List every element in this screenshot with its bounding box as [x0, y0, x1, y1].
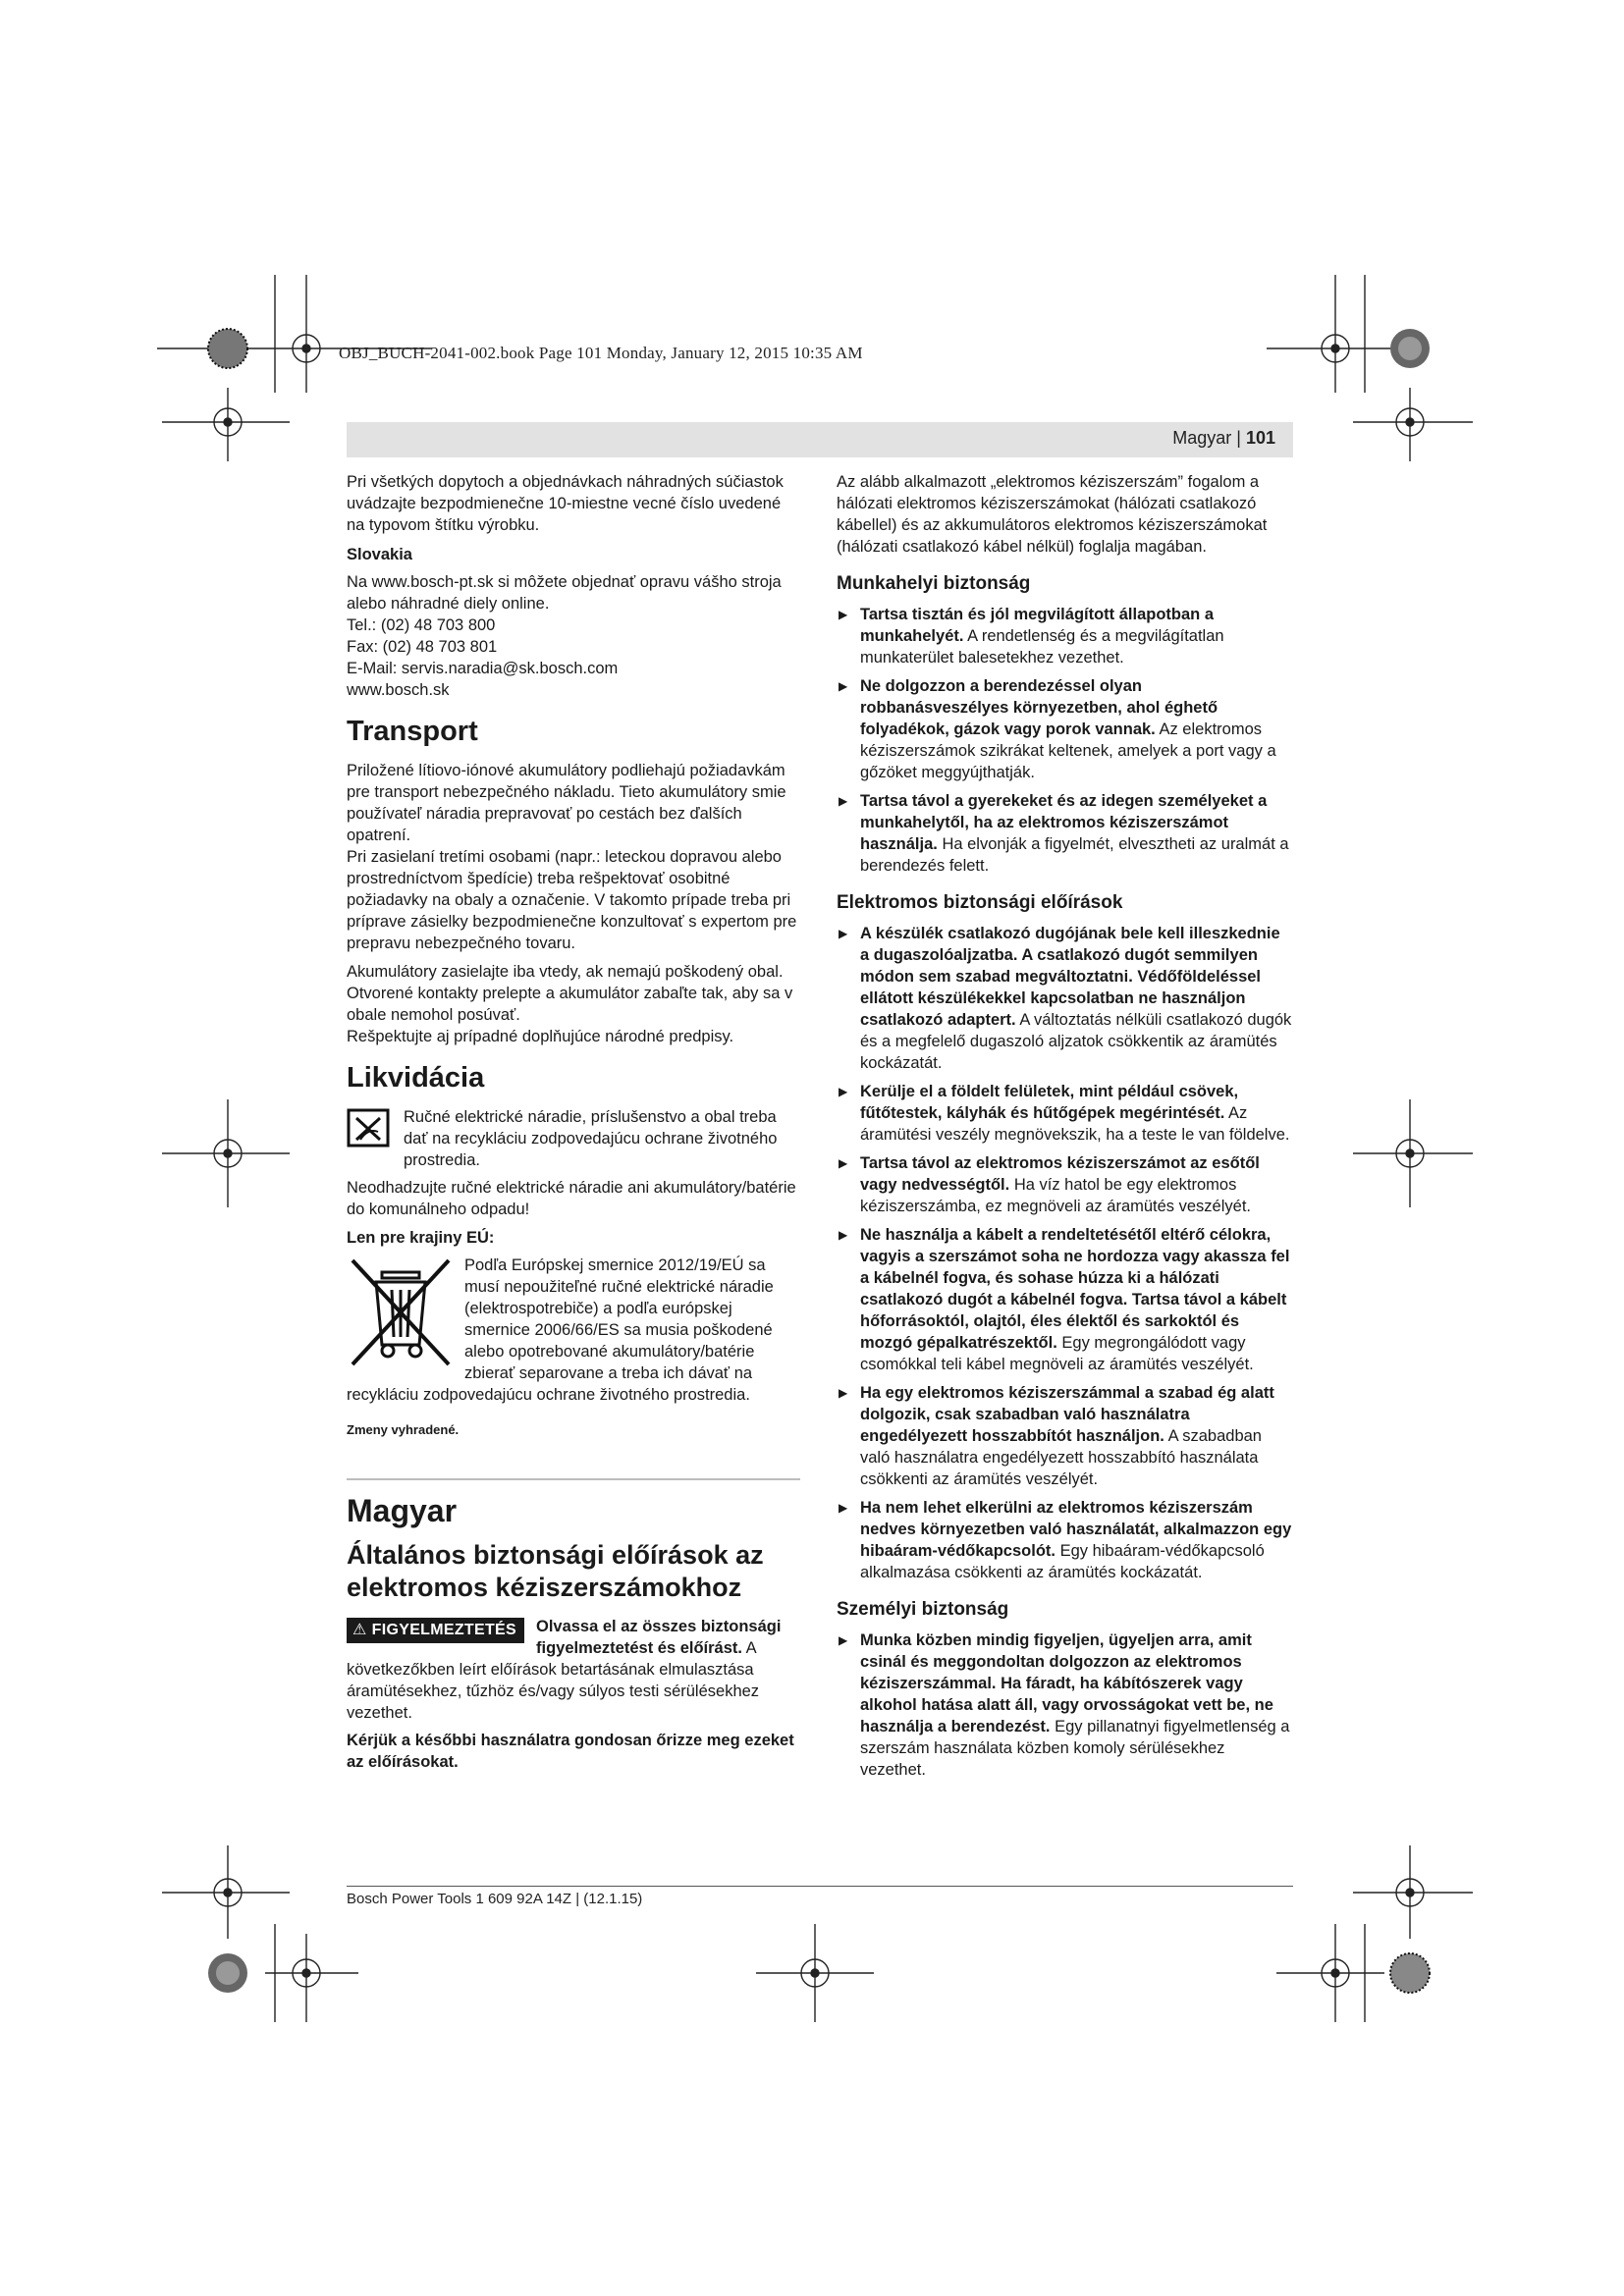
changes-reserved: Zmeny vyhradené. — [347, 1422, 460, 1437]
electrical-safety-heading: Elektromos biztonsági előírások — [837, 892, 1123, 913]
item-bold: Tartsa távol az elektromos kéziszerszámot az esőtől vagy nedvességtől. — [860, 1154, 1260, 1194]
registration-mark-icon — [157, 275, 432, 393]
keep-instructions: Kérjük a későbbi használatra gondosan őrizze meg ezeket az előírásokat. — [347, 1732, 794, 1771]
item-bold: Tartsa távol a gyerekeket és az idegen személyeket a munkahelytől, ha az elektromos kéziszerszámot használja. — [860, 792, 1268, 853]
warning-bold-text: Olvassa el az összes biztonsági figyelmeztetést és előírást. — [535, 1618, 782, 1657]
list-item — [837, 1629, 1293, 1781]
transport-paragraph: Rešpektujte aj prípadné doplňujúce národné predpisy. — [347, 1028, 734, 1045]
item-bold: Kerülje el a földelt felületek, mint például csövek, fűtőtestek, kályhák és hűtőgépek megérintését. — [860, 1083, 1239, 1122]
work-area-list — [837, 604, 1293, 877]
list-item — [837, 1224, 1293, 1375]
right-column — [837, 471, 1293, 1788]
item-text: A szabadban való használatra engedélyezett hosszabbító használata csökkenti az áramütés veszélyét. — [860, 1427, 1262, 1488]
registration-mark-icon — [756, 1924, 874, 2022]
list-item — [837, 1497, 1293, 1583]
registration-mark-icon — [1353, 1845, 1473, 1939]
item-text: Egy hibaáram-védőkapcsoló alkalmazása csökkenti az áramütés kockázatát. — [860, 1542, 1265, 1581]
registration-mark-icon — [1353, 388, 1473, 461]
list-item — [837, 1382, 1293, 1490]
transport-paragraph: Pri zasielaní tretími osobami (napr.: leteckou dopravou alebo prostredníctvom špedície) treba rešpektovať osobitné požiadavky na obaly a označenie. V takomto prípade treba pri príprave zásielky bezpodmienečne konzultovať s expertom pre prepravu nebezpečného tovaru. — [347, 848, 797, 952]
eu-heading: Len pre krajiny EÚ: — [347, 1229, 495, 1247]
print-slug: OBJ_BUCH-2041-002.book Page 101 Monday, January 12, 2015 10:35 AM — [339, 344, 863, 362]
spare-parts-note: Pri všetkých dopytoch a objednávkach náhradných súčiastok uvádzajte bezpodmienečne 10-miestne vecné číslo uvedené na typovom štítku výrobku. — [347, 473, 784, 534]
header-label: Magyar | 101 — [1172, 428, 1275, 448]
item-text: Az elektromos kéziszerszámok szikrákat keltenek, amelyek a port vagy a gőzöket meggyújthatják. — [860, 721, 1276, 781]
page-header — [347, 422, 1293, 457]
personal-safety-list — [837, 1629, 1293, 1781]
list-item — [837, 923, 1293, 1074]
slovakia-website: www.bosch.sk — [347, 681, 450, 699]
slovakia-contact — [347, 571, 800, 701]
electrical-safety-list — [837, 923, 1293, 1583]
registration-mark-icon — [162, 1845, 290, 1939]
transport-paragraph: Akumulátory zasielajte iba vtedy, ak nemajú poškodený obal. Otvorené kontakty prelepte a akumulátor zabaľte tak, aby sa v obale nemohol posúvať. — [347, 963, 793, 1024]
slovakia-email: E-Mail: servis.naradia@sk.bosch.com — [347, 660, 619, 677]
item-bold: Tartsa tisztán és jól megvilágított állapotban a munkahelyét. — [860, 606, 1215, 645]
slovakia-fax: Fax: (02) 48 703 801 — [347, 638, 498, 656]
item-bold: Ha nem lehet elkerülni az elektromos kéziszerszám nedves környezetben való használatát, alkalmazzon egy hibaáram-védőkapcsolót. — [860, 1499, 1292, 1560]
item-text: Egy pillanatnyi figyelmetlenség a szerszám használata közben komoly sérülésekhez vezethet. — [860, 1718, 1290, 1779]
header-section: Magyar — [1172, 428, 1232, 448]
item-text: Az áramütési veszély megnövekszik, ha a teste le van földelve. — [860, 1104, 1290, 1144]
warning-block — [347, 1616, 800, 1724]
item-bold: Munka közben mindig figyeljen, ügyeljen arra, amit csinál és meggondoltan dolgozzon az elektromos kéziszerszámmal. Ha fáradt, ha kábítószerek vagy alkohol hatása alatt áll, vagy orvosságokat vett be, ne használja a berendezést. — [860, 1631, 1273, 1735]
item-text: Ha víz hatol be egy elektromos kéziszerszámba, ez megnöveli az áramütés veszélyét. — [860, 1176, 1251, 1215]
left-column — [347, 471, 800, 1780]
item-text: A változtatás nélküli csatlakozó dugók és a megfelelő dugaszoló aljzatok csökkentik az áramütés kockázatát. — [860, 1011, 1292, 1072]
registration-mark-icon — [162, 388, 290, 461]
item-bold: Ne dolgozzon a berendezéssel olyan robbanásveszélyes környezetben, ahol éghető folyadékok, gázok vagy porok vannak. — [860, 677, 1218, 738]
item-text: A rendetlenség és a megvilágítatlan munkaterület balesetekhez vezethet. — [860, 627, 1224, 667]
item-bold: A készülék csatlakozó dugójának bele kell illeszkednie a dugaszolóaljzatba. A csatlakozó dugót semmilyen módon sem szabad megváltoztatni. Védőföldeléssel ellátott készülékekkel kapcsolatban ne használjon csatlakozó adaptert. — [860, 925, 1280, 1029]
list-item — [837, 604, 1293, 668]
page-number: 101 — [1245, 428, 1275, 448]
item-text: Egy megrongálódott vagy csomókkal teli kábel megnöveli az áramütés veszélyét. — [860, 1334, 1254, 1373]
item-text: Ha elvonják a figyelmét, elvesztheti az uralmát a berendezés felett. — [860, 835, 1289, 875]
list-item — [837, 790, 1293, 877]
color-wheel-icon — [208, 329, 247, 368]
personal-safety-heading: Személyi biztonság — [837, 1599, 1009, 1620]
registration-mark-icon — [1353, 1099, 1473, 1207]
registration-mark-icon — [162, 1099, 290, 1207]
slovakia-phone: Tel.: (02) 48 703 800 — [347, 616, 496, 634]
registration-mark-icon — [265, 1934, 358, 2022]
list-item — [837, 1152, 1293, 1217]
warning-label: FIGYELMEZTETÉS — [371, 1622, 516, 1638]
color-wheel-icon — [208, 1953, 247, 1993]
recycle-row — [347, 1106, 800, 1171]
footer-rule — [347, 1886, 1293, 1887]
disposal-warning: Neodhadzujte ručné elektrické náradie ani akumulátory/batérie do komunálneho odpadu! — [347, 1179, 796, 1218]
item-bold: Ha egy elektromos kéziszerszámmal a szabad ég alatt dolgozik, csak szabadban való használatra engedélyezett hosszabbítót használjon. — [860, 1384, 1274, 1445]
slovakia-heading: Slovakia — [347, 546, 412, 563]
eu-directive-text: Podľa Európskej smernice 2012/19/EÚ sa musí nepoužiteľné ručné elektrické náradie (elektrospotrebiče) a podľa európskej smernice 2006/66/ES sa musia poškodené alebo opotrebované akumulátory/batérie zbierať separovane a treba ich dávať na recykláciu zodpovedajúcu ochrane životného prostredia. — [347, 1256, 774, 1404]
weee-block — [347, 1255, 800, 1406]
list-item — [837, 675, 1293, 783]
item-bold: Ne használja a kábelt a rendeltetésétől eltérő célokra, vagyis a szerszámot soha ne hordozza vagy akassza fel a kábelnél fogva, és sohase húzza ki a hálózati csatlakozó dugót a kábelnél fogva. Tartsa távol a kábelt hőforrásoktól, olajtól, éles élektől és sarkoktól és mozgó gépalkatrészektől. — [860, 1226, 1290, 1352]
disposal-heading: Likvidácia — [347, 1062, 485, 1094]
magyar-heading: Magyar — [347, 1493, 458, 1528]
list-item — [837, 1081, 1293, 1146]
recycle-text: Ručné elektrické náradie, príslušenstvo a obal treba dať na recykláciu zodpovedajúcu ochrane životného prostredia. — [404, 1108, 778, 1169]
warning-badge — [347, 1618, 524, 1643]
warning-triangle-icon: ⚠ — [352, 1622, 367, 1638]
general-safety-heading: Általános biztonsági előírások az elektromos kéziszerszámokhoz — [347, 1540, 764, 1602]
slovakia-line: Na www.bosch-pt.sk si môžete objednať opravu vášho stroja alebo náhradné diely online. — [347, 573, 782, 613]
registration-mark-icon — [1276, 1924, 1384, 2022]
no-trash-icon — [347, 1106, 392, 1171]
section-divider — [347, 1478, 800, 1480]
transport-heading: Transport — [347, 716, 478, 747]
warning-text: A következőkben leírt előírások betartásának elmulasztása áramütésekhez, tűzhöz és/vagy súlyos testi sérülésekhez vezethet. — [347, 1639, 760, 1722]
color-wheel-icon — [1390, 1953, 1430, 1993]
color-wheel-icon — [1390, 329, 1430, 368]
definition-paragraph: Az alább alkalmazott „elektromos kéziszerszám” fogalom a hálózati elektromos kéziszerszámokat (hálózati csatlakozó kábellel) és az akkumulátoros elektromos kéziszerszámokat (hálózati csatlakozó kábel nélkül) foglalja magában. — [837, 473, 1268, 556]
transport-paragraph: Priložené lítiovo-iónové akumulátory podliehajú požiadavkám pre transport nebezpečného nákladu. Tieto akumulátory smie používateľ náradia prepravovať po cestách bez ďalších opatrení. — [347, 762, 786, 844]
crossed-bin-icon — [347, 1255, 455, 1370]
page-footer: Bosch Power Tools 1 609 92A 14Z | (12.1.15) — [347, 1891, 643, 1907]
registration-mark-icon — [1267, 275, 1404, 393]
work-area-heading: Munkahelyi biztonság — [837, 573, 1031, 594]
